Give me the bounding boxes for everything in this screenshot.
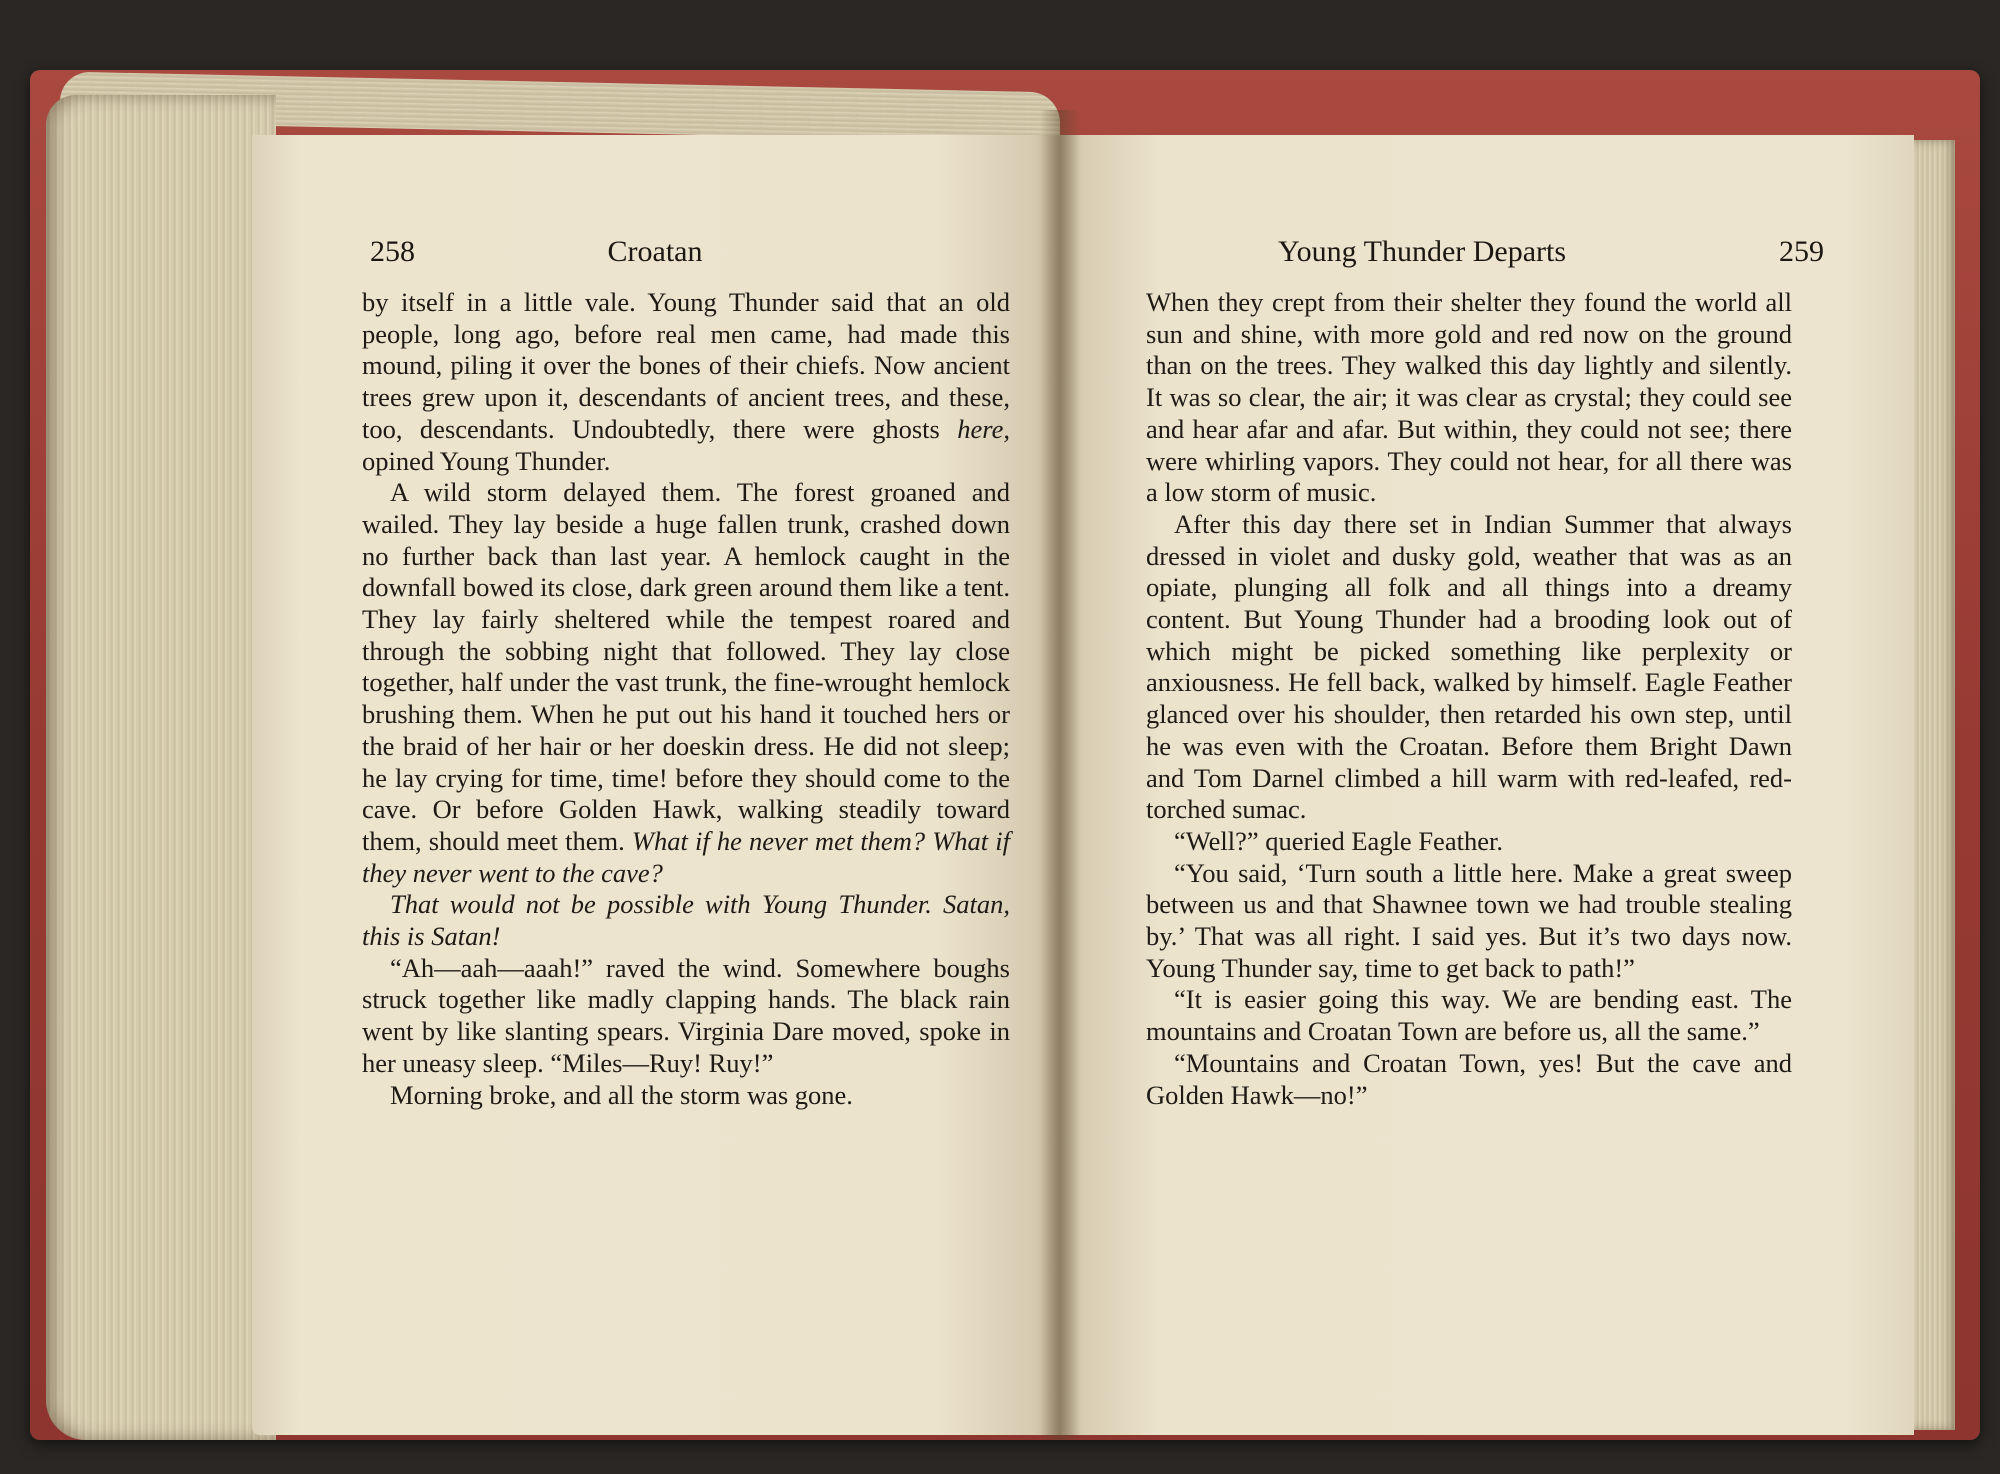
- paragraph: “It is easier going this way. We are bending east. The mountains and Croatan Town are before us, all the same.”: [1146, 984, 1792, 1047]
- right-page: [1058, 135, 1914, 1435]
- paragraph: “Mountains and Croatan Town, yes! But the cave and Golden Hawk—no!”: [1146, 1047, 1792, 1110]
- left-page-header: [252, 235, 1058, 275]
- left-page-text: [362, 287, 1010, 1111]
- page-edges-left: [46, 95, 276, 1440]
- paragraph: “Well?” queried Eagle Feather.: [1174, 825, 1503, 856]
- paragraph: That would not be possible with Young Thunder. Satan, this is Satan!: [362, 889, 1010, 952]
- paragraph: When they crept from their shelter they found the world all sun and shine, with more gold and red now on the ground than on the trees. They walked this day lightly and silently. It was so clear, the air; it was clear as crystal; they could see and hear afar and afar. But within, they could not see; there were whirling vapors. They could not hear, for all there was a low storm of music.: [1146, 287, 1792, 508]
- right-page-text: [1146, 287, 1792, 1111]
- paragraph: Morning broke, and all the storm was gone.: [390, 1079, 853, 1110]
- page-edges-right: [1910, 140, 1955, 1430]
- running-head: Croatan: [607, 235, 703, 268]
- paragraph: A wild storm delayed them. The forest groaned and wailed. They lay beside a huge fallen trunk, crashed down no further back than last year. A hemlock caught in the downfall bowed its close, dark green around them like a tent. They lay fairly sheltered while the tempest roared and through the sobbing night that followed. They lay close together, half under the vast trunk, the fine-wrought hemlock brushing them. When he put out his hand it touched hers or the braid of her hair or her doeskin dress. He did not sleep; he lay crying for time, time! before they should come to the cave. Or before Golden Hawk, walking steadily toward them, should meet them. What if he never met them? What if they never went to the cave?: [362, 477, 1010, 888]
- right-page-header: [1058, 235, 1914, 275]
- book-gutter: [1040, 110, 1080, 1440]
- paragraph: “Ah—aah—aaah!” raved the wind. Somewhere boughs struck together like madly clapping hands. The black rain went by like slanting spears. Virginia Dare moved, spoke in her uneasy sleep. “Miles—Ruy! Ruy!”: [362, 952, 1010, 1078]
- paragraph: After this day there set in Indian Summer that always dressed in violet and dusky gold, weather that was as an opiate, plunging all folk and all things into a dreamy content. But Young Thunder had a brooding look out of which might be picked something like perplexity or anxiousness. He fell back, walked by himself. Eagle Feather glanced over his shoulder, then retarded his own step, until he was even with the Croatan. Before them Bright Dawn and Tom Darnel climbed a hill warm with red-leafed, red-torched sumac.: [1146, 508, 1792, 825]
- left-page: [252, 135, 1058, 1435]
- page-number: 258: [370, 235, 415, 268]
- page-number: 259: [1779, 235, 1824, 268]
- paragraph: “You said, ‘Turn south a little here. Make a great sweep between us and that Shawnee town we had trouble stealing by.’ That was all right. I said yes. But it’s two days now. Young Thunder say, time to get back to path!”: [1146, 857, 1792, 983]
- paragraph: by itself in a little vale. Young Thunder said that an old people, long ago, before real men came, had made this mound, piling it over the bones of their chiefs. Now ancient trees grew upon it, descendants of ancient trees, and these, too, descendants. Undoubtedly, there were ghosts here, opined Young Thunder.: [362, 287, 1010, 476]
- running-head: Young Thunder Departs: [1278, 235, 1567, 268]
